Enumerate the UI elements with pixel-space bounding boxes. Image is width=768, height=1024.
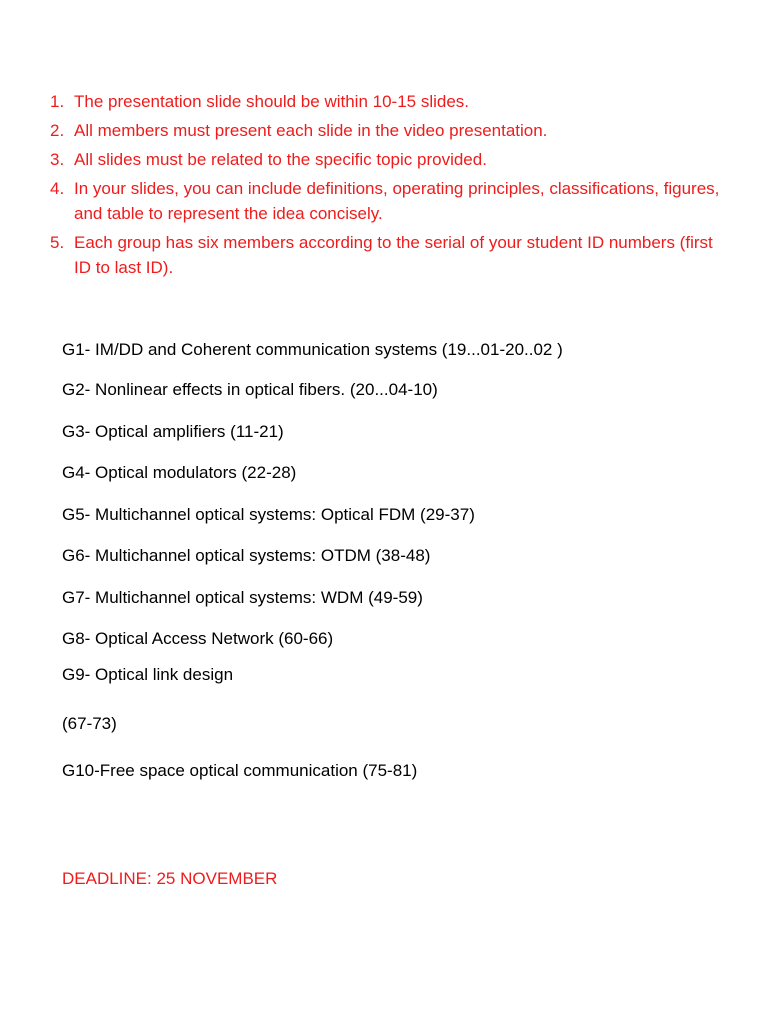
group-item-g8: G8- Optical Access Network (60-66): [62, 629, 334, 648]
group-item-g1: G1- IM/DD and Coherent communication systems (19...01-20..02 ): [62, 340, 563, 359]
instruction-item: [50, 89, 730, 114]
instruction-item: [50, 118, 730, 143]
instruction-text: In your slides, you can include definitions, operating principles, classifications, figures, and table to represent the idea concisely.: [74, 179, 720, 223]
group-item-g10: G10-Free space optical communication (75-81): [62, 761, 418, 780]
instruction-item: [50, 176, 730, 226]
group-item-g4: G4- Optical modulators (22-28): [62, 463, 297, 482]
group-item-g6: G6- Multichannel optical systems: OTDM (38-48): [62, 546, 431, 565]
instruction-number: 4.: [50, 179, 65, 198]
instruction-item: [50, 147, 730, 172]
deadline-notice: DEADLINE: 25 NOVEMBER: [62, 869, 278, 888]
group-item-g3: G3- Optical amplifiers (11-21): [62, 422, 284, 441]
instruction-number: 2.: [50, 121, 65, 140]
group-item-g9: G9- Optical link design: [62, 665, 234, 684]
group-item-g7: G7- Multichannel optical systems: WDM (49-59): [62, 588, 423, 607]
group-item-g9-range: (67-73): [62, 714, 117, 733]
instruction-text: All slides must be related to the specific topic provided.: [74, 150, 487, 169]
instruction-number: 1.: [50, 92, 65, 111]
group-item-g5: G5- Multichannel optical systems: Optical FDM (29-37): [62, 505, 475, 524]
instruction-item: [50, 230, 730, 280]
instruction-text: The presentation slide should be within 10-15 slides.: [74, 92, 470, 111]
instruction-number: 5.: [50, 233, 65, 252]
instruction-text: All members must present each slide in the video presentation.: [74, 121, 548, 140]
instruction-text: Each group has six members according to the serial of your student ID numbers (first ID to last ID).: [74, 233, 713, 277]
instruction-list: [50, 89, 730, 284]
instruction-number: 3.: [50, 150, 65, 169]
group-item-g2: G2- Nonlinear effects in optical fibers. (20...04-10): [62, 380, 438, 399]
